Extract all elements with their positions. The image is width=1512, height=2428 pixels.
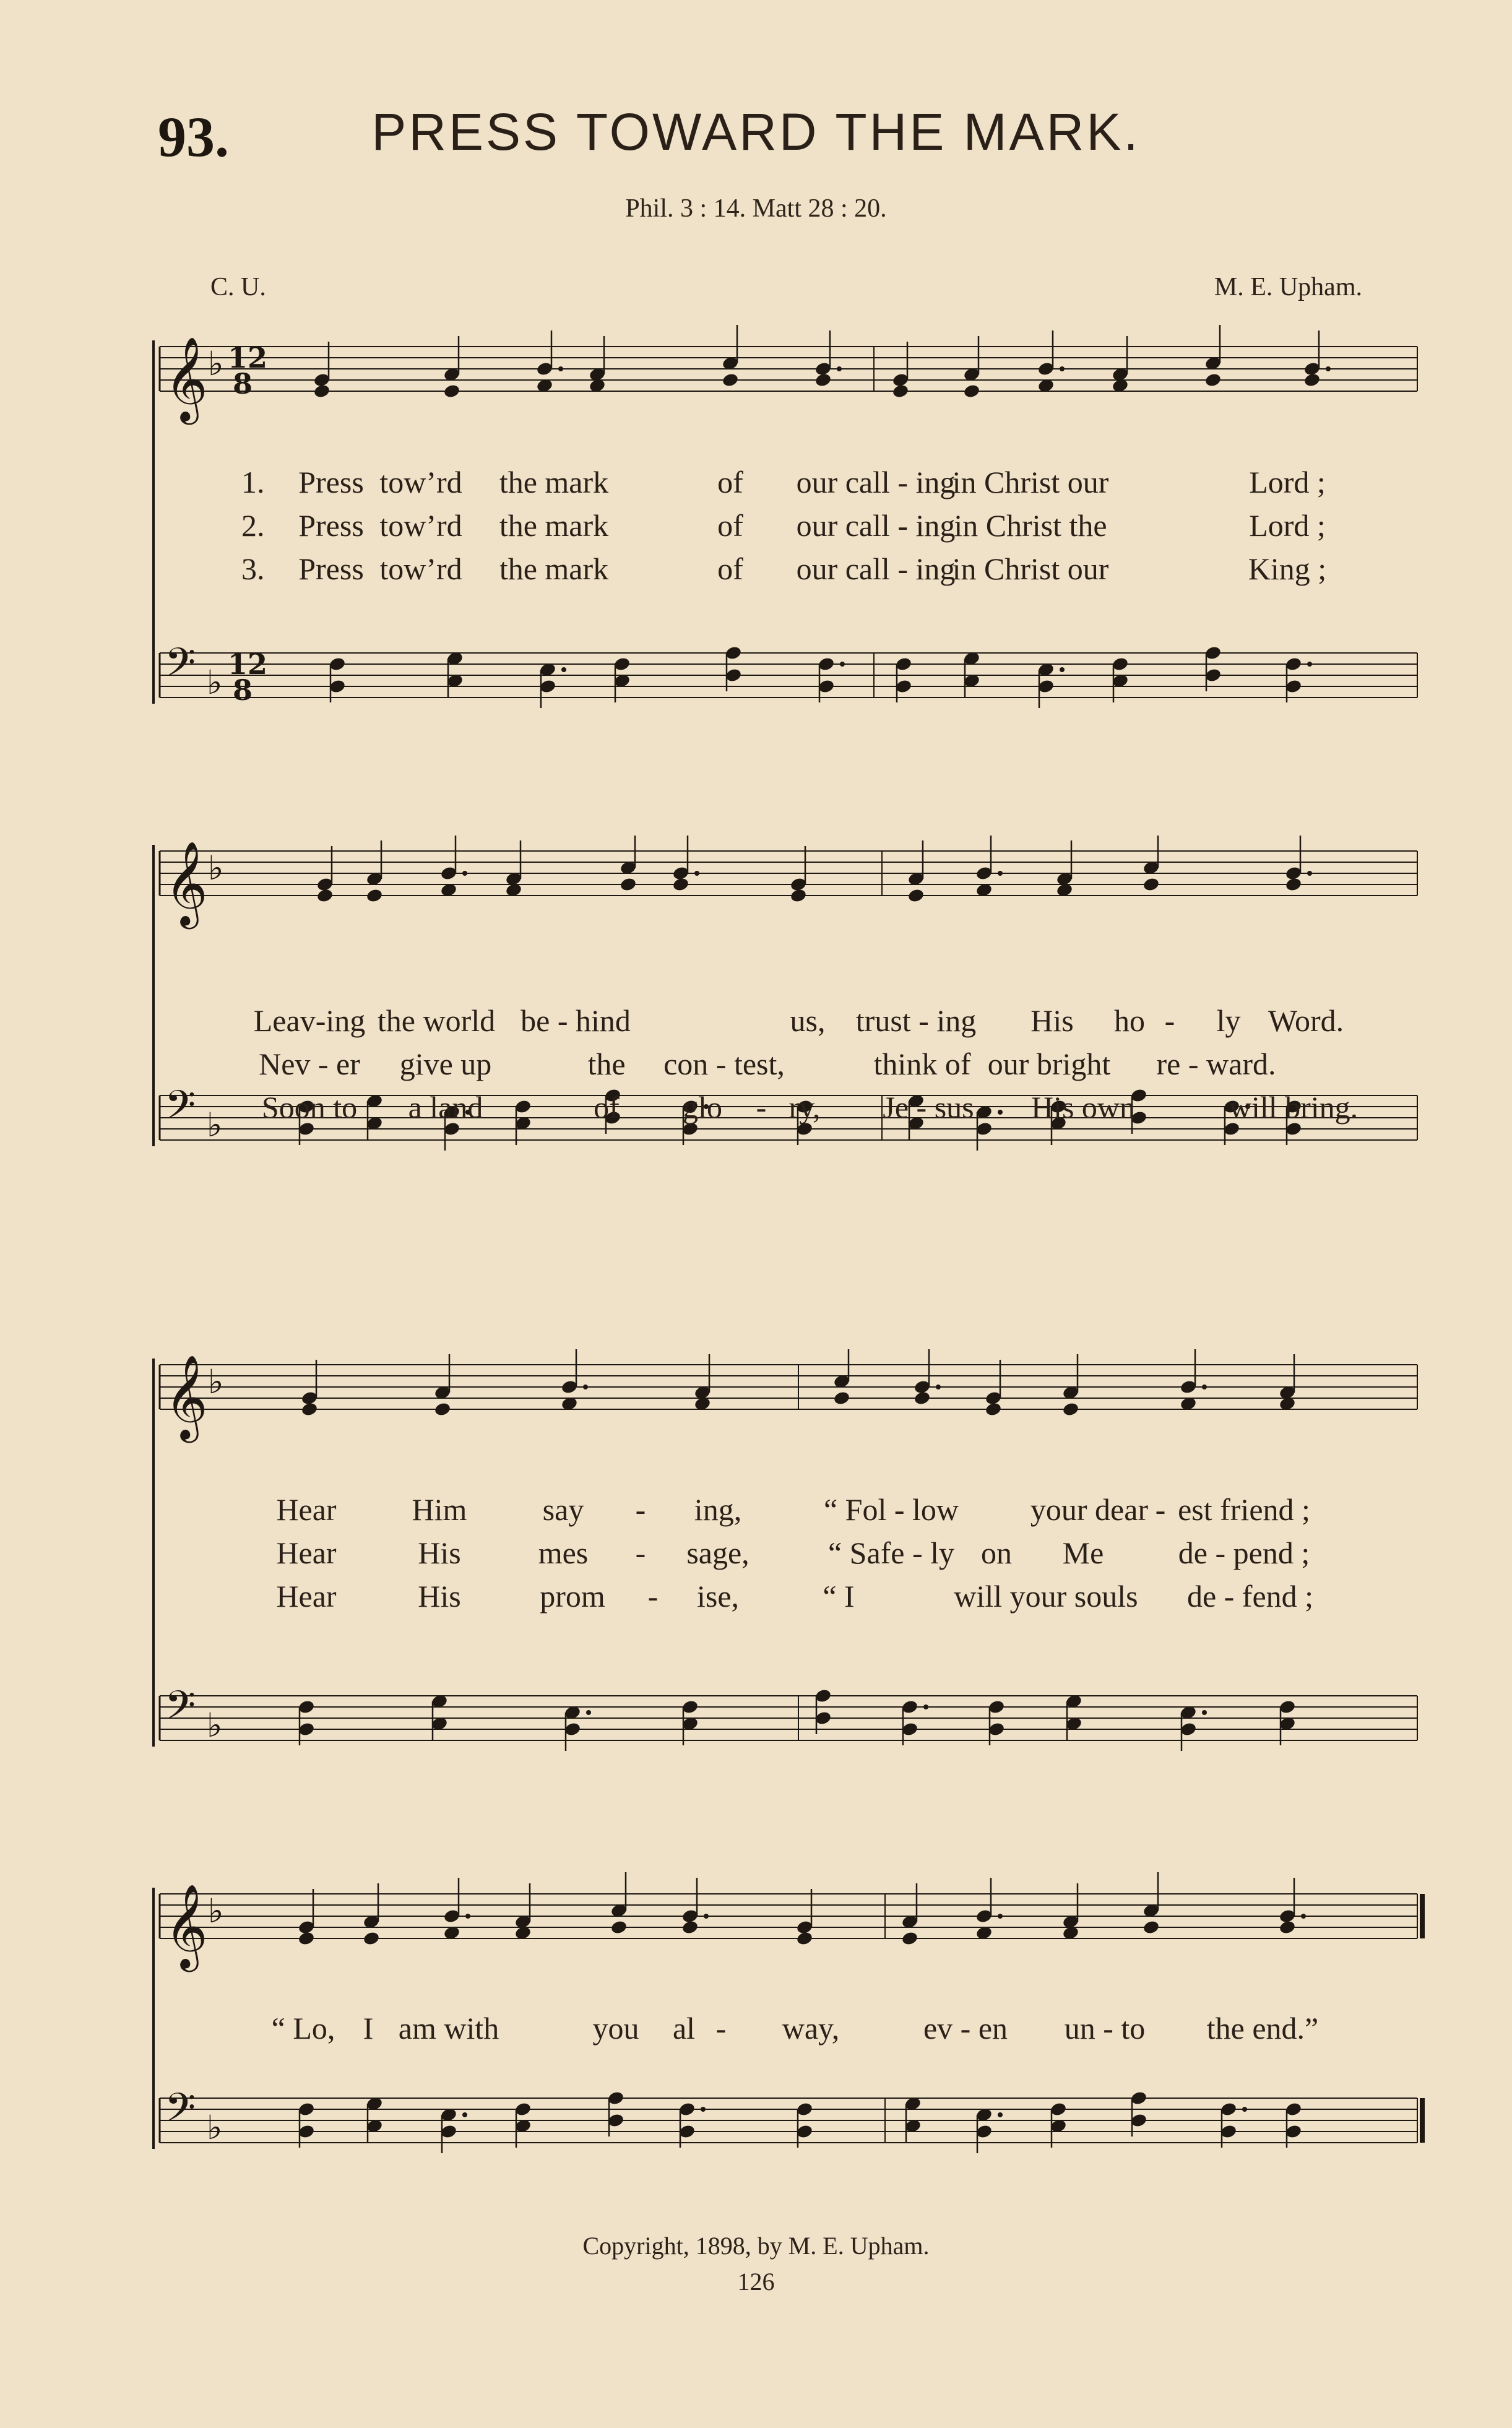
treble-clef-icon: 𝄞 xyxy=(165,335,208,421)
dot-icon xyxy=(704,1914,709,1919)
lyric-syllable: ev - en xyxy=(923,2011,1008,2046)
note-head xyxy=(366,888,384,903)
lyric-syllable: Je - sus xyxy=(883,1090,974,1125)
dot-icon xyxy=(998,2112,1003,2117)
lyric-syllable: Lord ; xyxy=(1249,508,1326,543)
page-number: 126 xyxy=(737,2268,775,2296)
note-group xyxy=(329,645,1312,708)
note-head xyxy=(298,1930,316,1946)
lyric-syllable: Press xyxy=(298,551,364,586)
note-head xyxy=(316,888,334,903)
lyric-syllable: re - ward. xyxy=(1156,1047,1276,1081)
lyric-syllable: will bring. xyxy=(1229,1090,1359,1125)
note-head xyxy=(963,383,981,399)
lyric-syllable: I xyxy=(363,2011,374,2046)
lyric-syllable: 3. xyxy=(241,551,265,586)
lyric-syllable: “ Safe - ly xyxy=(827,1536,955,1570)
lyric-syllable: “ I xyxy=(823,1579,855,1614)
lyric-syllable: de - pend ; xyxy=(1178,1536,1310,1570)
lyric-syllable: - xyxy=(635,1536,646,1570)
music-system-2 xyxy=(0,836,1512,1281)
lyric-syllable: Leav-ing xyxy=(253,1003,366,1038)
note-head xyxy=(892,383,910,399)
lyric-syllable: Nev - er xyxy=(259,1047,360,1081)
lyric-syllable: in Christ our xyxy=(952,551,1109,586)
lyric-syllable: of xyxy=(594,1090,620,1125)
lyric-verse-1 xyxy=(0,464,1512,501)
dot-icon xyxy=(465,1914,470,1919)
note-head xyxy=(434,1401,452,1417)
lyric-verse-3 xyxy=(0,551,1512,588)
note-head xyxy=(901,1930,919,1946)
note-head xyxy=(443,383,461,399)
dot-icon xyxy=(462,871,467,876)
lyric-syllable: our bright xyxy=(987,1047,1111,1081)
lyric-syllable: the world xyxy=(377,1003,496,1038)
lyric-syllable: 2. xyxy=(241,508,265,543)
note-head xyxy=(790,888,808,903)
music-system-4 xyxy=(0,1869,1512,2216)
flat-icon: ♭ xyxy=(207,2108,223,2147)
bass-clef-icon: 𝄢 xyxy=(165,2085,196,2141)
bass-staff xyxy=(160,640,1417,707)
lyric-syllable: “ Lo, xyxy=(271,2011,335,2046)
lyric-syllable: - xyxy=(715,2011,727,2046)
lyric-syllable: His xyxy=(418,1536,461,1570)
treble-clef-icon: 𝄞 xyxy=(165,1354,208,1439)
lyric-syllable: the mark xyxy=(499,465,609,499)
note-head xyxy=(814,372,832,387)
note-group xyxy=(298,2090,1303,2153)
bass-clef-icon: 𝄢 xyxy=(165,640,196,696)
dot-icon xyxy=(558,366,563,371)
lyric-syllable: ly xyxy=(1216,1003,1241,1038)
dot-icon xyxy=(998,871,1003,876)
lyric-syllable: Word. xyxy=(1268,1003,1344,1038)
lyric-syllable: al xyxy=(672,2011,696,2046)
hymn-number: 93. xyxy=(158,105,229,168)
dot-icon xyxy=(1060,667,1065,672)
lyric-syllable: glo xyxy=(683,1090,722,1125)
lyric-syllable: Hear xyxy=(276,1579,337,1614)
treble-clef-icon: 𝄞 xyxy=(165,1883,208,1968)
lyric-syllable: - xyxy=(1155,1492,1166,1527)
lyricist-credit: C. U. xyxy=(210,273,266,301)
dot-icon xyxy=(1307,662,1312,667)
lyric-verse-1 xyxy=(0,1003,1512,1040)
lyric-syllable: Hear xyxy=(276,1492,337,1527)
lyric-syllable: a land xyxy=(408,1090,483,1125)
note-head xyxy=(672,876,690,892)
flat-icon: ♭ xyxy=(208,849,224,888)
time-signature-top: 12 xyxy=(228,341,268,374)
lyric-verse-1 xyxy=(0,2010,1512,2047)
lyric-syllable: ise, xyxy=(696,1579,740,1614)
hymn-title: PRESS TOWARD THE MARK. xyxy=(371,103,1141,161)
note-head xyxy=(1285,876,1303,892)
flat-icon: ♭ xyxy=(207,1706,223,1745)
lyric-syllable: - xyxy=(1164,1003,1175,1038)
time-signature-bottom: 8 xyxy=(233,367,253,400)
lyric-verse-1 xyxy=(0,1492,1512,1529)
lyric-syllable: trust - ing xyxy=(855,1003,977,1038)
lyric-syllable: de - fend ; xyxy=(1186,1579,1314,1614)
lyric-syllable: prom xyxy=(540,1579,605,1614)
lyric-syllable: Press xyxy=(298,508,364,543)
lyric-syllable: ry, xyxy=(788,1090,821,1125)
note-head xyxy=(907,888,925,903)
music-system-1 xyxy=(0,322,1512,743)
lyric-syllable: our call - ing xyxy=(796,465,956,499)
dot-icon xyxy=(701,2107,706,2112)
lyric-syllable: give up xyxy=(399,1047,492,1081)
composer-credit: M. E. Upham. xyxy=(1214,273,1362,301)
note-head xyxy=(833,1390,851,1406)
dot-icon xyxy=(1202,1385,1207,1389)
time-signature-bottom: 8 xyxy=(233,673,253,707)
copyright-notice: Copyright, 1898, by M. E. Upham. xyxy=(582,2232,930,2260)
bass-clef-icon: 𝄢 xyxy=(165,1683,196,1739)
dot-icon xyxy=(561,667,566,672)
lyric-syllable: say xyxy=(542,1492,584,1527)
dot-icon xyxy=(583,1385,588,1389)
lyric-syllable: - xyxy=(635,1492,646,1527)
lyric-syllable: will your souls xyxy=(954,1579,1138,1614)
flat-icon: ♭ xyxy=(207,1105,223,1144)
lyric-syllable: the end.” xyxy=(1206,2011,1319,2046)
lyric-syllable: “ Fol - low xyxy=(823,1492,959,1527)
dot-icon xyxy=(1301,1914,1306,1919)
dot-icon xyxy=(1202,1710,1207,1715)
treble-clef-icon: 𝄞 xyxy=(165,840,208,925)
lyric-syllable: Press xyxy=(298,465,364,499)
lyric-syllable: the xyxy=(587,1047,626,1081)
time-signature-top: 12 xyxy=(228,647,268,681)
flat-icon: ♭ xyxy=(208,1362,224,1401)
lyric-syllable: Me xyxy=(1062,1536,1104,1570)
lyric-syllable: the mark xyxy=(499,551,609,586)
note-head xyxy=(610,1919,628,1935)
lyric-syllable: Soon to xyxy=(261,1090,358,1125)
dot-icon xyxy=(1060,366,1065,371)
scripture-reference: Phil. 3 : 14. Matt 28 : 20. xyxy=(625,194,887,223)
lyric-syllable: the mark xyxy=(499,508,609,543)
lyric-syllable: sage, xyxy=(686,1536,750,1570)
note-head xyxy=(681,1919,699,1935)
treble-staff xyxy=(160,335,1417,425)
lyric-syllable: Lord ; xyxy=(1249,465,1326,499)
note-head xyxy=(363,1930,381,1946)
lyric-syllable: Him xyxy=(412,1492,467,1527)
lyric-syllable: est friend ; xyxy=(1178,1492,1310,1527)
lyric-syllable: mes xyxy=(538,1536,589,1570)
staff-notation-3 xyxy=(0,1349,1512,1795)
bass-staff xyxy=(160,1683,1417,1745)
lyric-syllable: our call - ing xyxy=(796,551,956,586)
dot-icon xyxy=(462,2112,467,2117)
note-head xyxy=(620,876,637,892)
lyric-syllable: tow’rd xyxy=(379,551,462,586)
lyric-syllable: am with xyxy=(398,2011,499,2046)
flat-icon: ♭ xyxy=(208,344,224,383)
note-head xyxy=(313,383,331,399)
music-system-3 xyxy=(0,1349,1512,1795)
lyric-syllable: ing, xyxy=(694,1492,742,1527)
treble-staff xyxy=(160,1883,1417,1972)
lyric-syllable: His xyxy=(1030,1003,1074,1038)
lyric-verse-2 xyxy=(0,1535,1512,1572)
lyric-syllable: of xyxy=(717,551,743,586)
note-group xyxy=(316,836,1312,904)
note-head xyxy=(1279,1919,1297,1935)
lyric-syllable: in Christ the xyxy=(954,508,1107,543)
lyric-syllable: - xyxy=(647,1579,659,1614)
lyric-syllable: His xyxy=(418,1579,461,1614)
lyric-verse-2 xyxy=(0,1046,1512,1083)
lyric-verse-3 xyxy=(0,1089,1512,1126)
lyric-syllable: con - test, xyxy=(663,1047,785,1081)
dot-icon xyxy=(694,871,699,876)
lyric-syllable: on xyxy=(981,1536,1012,1570)
lyric-syllable: of xyxy=(717,465,743,499)
flat-icon: ♭ xyxy=(207,663,223,702)
lyric-verse-2 xyxy=(0,508,1512,545)
note-group xyxy=(313,325,1331,399)
lyric-syllable: us, xyxy=(790,1003,826,1038)
dot-icon xyxy=(936,1385,941,1389)
note-head xyxy=(1143,876,1160,892)
lyric-syllable: you xyxy=(592,2011,639,2046)
note-head xyxy=(1062,1401,1080,1417)
dot-icon xyxy=(837,366,842,371)
lyric-syllable: His own xyxy=(1030,1090,1136,1125)
dot-icon xyxy=(586,1710,591,1715)
treble-staff xyxy=(160,1354,1417,1443)
treble-staff xyxy=(160,840,1417,929)
lyric-syllable: ho xyxy=(1114,1003,1145,1038)
lyric-syllable: in Christ our xyxy=(952,465,1109,499)
note-head xyxy=(985,1401,1003,1417)
note-head xyxy=(722,372,740,387)
lyric-syllable: of xyxy=(717,508,743,543)
dot-icon xyxy=(923,1704,928,1709)
lyric-syllable: tow’rd xyxy=(379,465,462,499)
bass-staff xyxy=(160,2085,1417,2147)
lyric-syllable: think of xyxy=(873,1047,971,1081)
note-head xyxy=(301,1401,319,1417)
lyric-syllable: be - hind xyxy=(521,1003,631,1038)
note-head xyxy=(1303,372,1321,387)
lyric-syllable: - xyxy=(756,1090,767,1125)
note-head xyxy=(1143,1919,1160,1935)
lyric-syllable: tow’rd xyxy=(379,508,462,543)
lyric-syllable: way, xyxy=(782,2011,840,2046)
lyric-syllable: our call - ing xyxy=(796,508,956,543)
note-head xyxy=(1204,372,1222,387)
bass-clef-icon: 𝄢 xyxy=(165,1082,196,1138)
note-group xyxy=(298,1688,1297,1751)
note-group xyxy=(298,1872,1306,1946)
dot-icon xyxy=(1242,2107,1247,2112)
dot-icon xyxy=(998,1914,1003,1919)
lyric-syllable: King ; xyxy=(1248,551,1327,586)
dot-icon xyxy=(1307,871,1312,876)
lyric-verse-3 xyxy=(0,1578,1512,1615)
lyric-syllable: 1. xyxy=(241,465,265,499)
dot-icon xyxy=(1326,366,1331,371)
note-head xyxy=(914,1390,931,1406)
lyric-syllable: your dear xyxy=(1030,1492,1149,1527)
flat-icon: ♭ xyxy=(208,1891,224,1930)
note-head xyxy=(796,1930,814,1946)
dot-icon xyxy=(840,662,845,667)
lyric-syllable: un - to xyxy=(1064,2011,1146,2046)
lyric-syllable: Hear xyxy=(276,1536,337,1570)
